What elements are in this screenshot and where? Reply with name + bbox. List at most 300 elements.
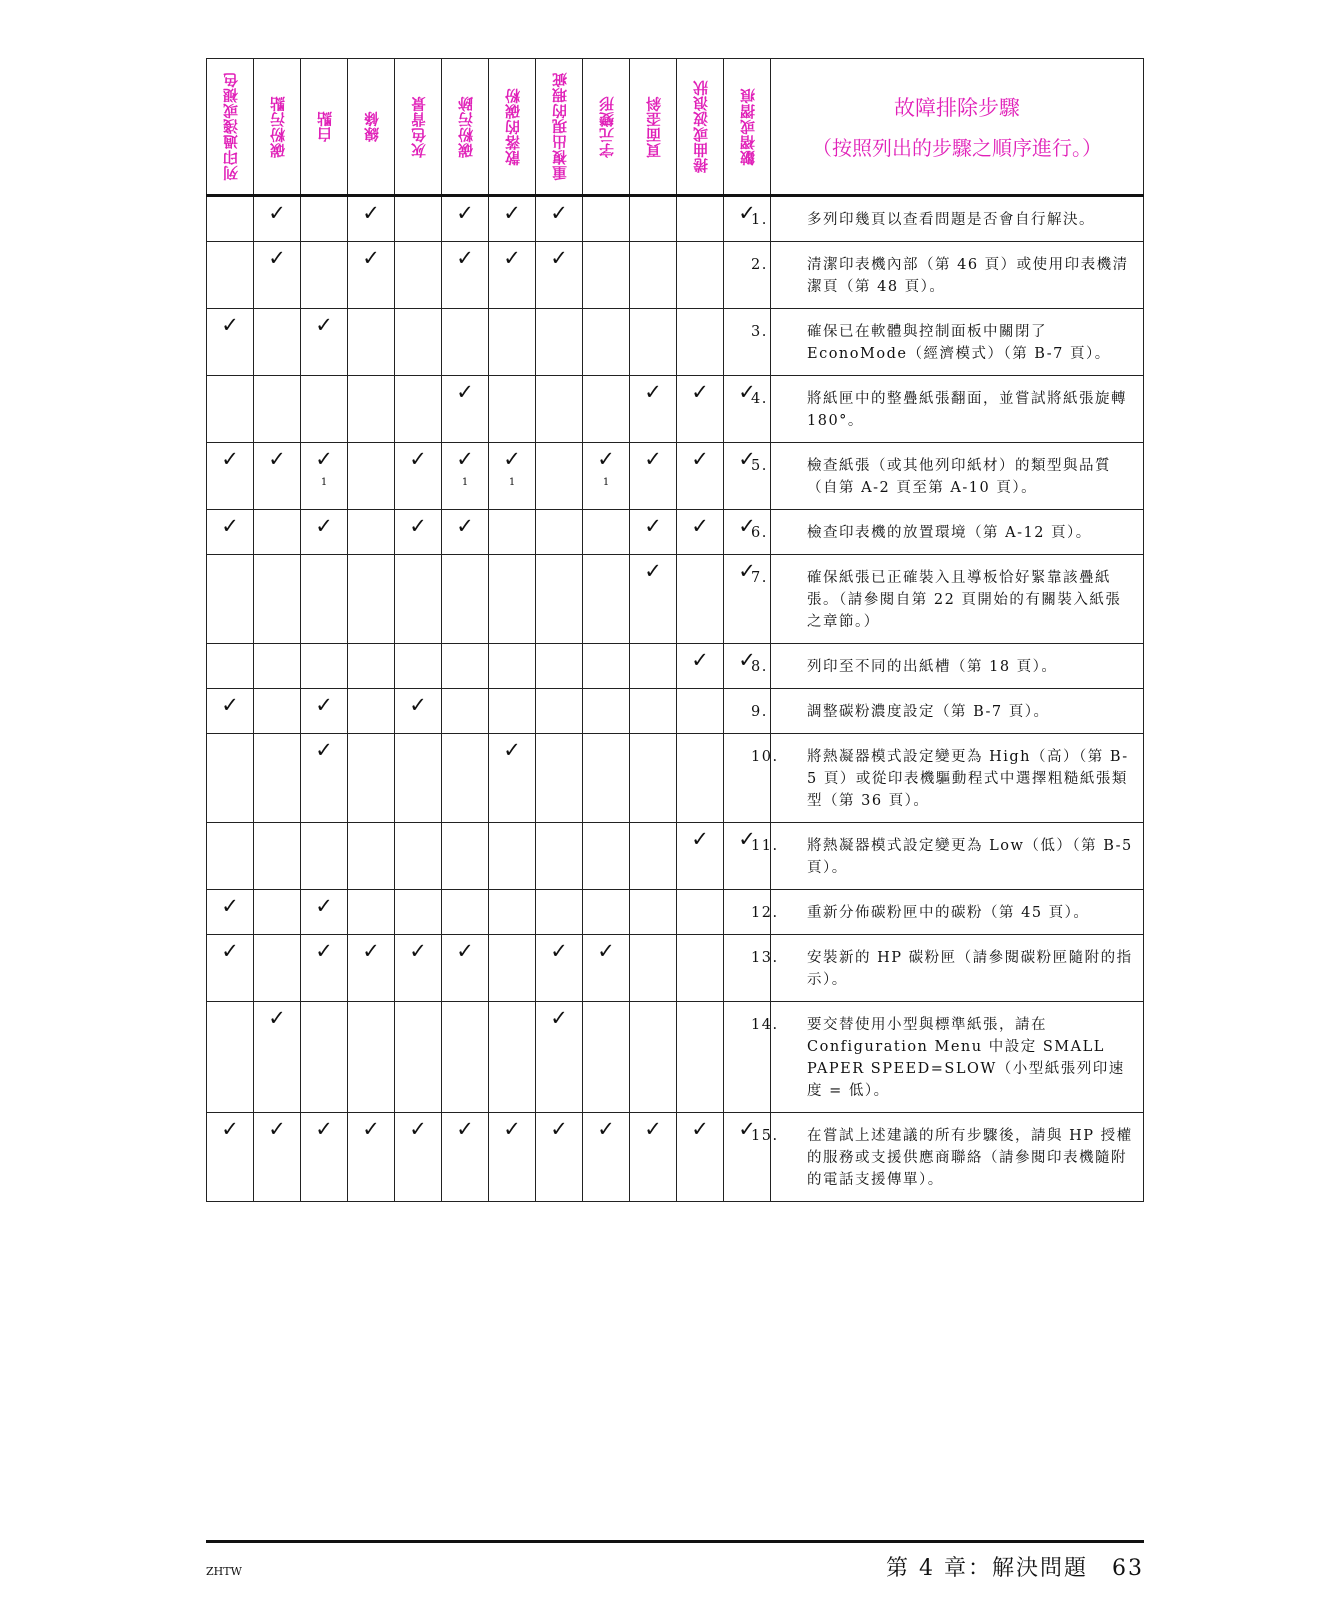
steps-subtitle: （按照列出的步驟之順序進行。） (812, 136, 1102, 160)
column-header (301, 59, 348, 196)
check-cell (583, 734, 630, 823)
check-mark-icon: ✓ (738, 559, 756, 583)
table-row (207, 1113, 1144, 1202)
step-description: 列印至不同的出紙槽（第 18 頁）。 (807, 659, 1058, 675)
check-mark-icon: ✓ (315, 693, 333, 717)
column-header-label: 捲曲或波浪狀 (691, 80, 710, 173)
check-cell (301, 510, 348, 555)
check-cell (489, 734, 536, 823)
check-cell (395, 644, 442, 689)
check-mark-icon: ✓ (550, 201, 568, 225)
check-cell (301, 376, 348, 443)
check-mark-icon: ✓ (691, 380, 709, 404)
check-cell (442, 555, 489, 644)
check-mark-icon: ✓ (738, 827, 756, 851)
check-cell (583, 890, 630, 935)
check-cell (395, 689, 442, 734)
check-cell (207, 443, 254, 510)
check-cell (677, 890, 724, 935)
step-cell (751, 935, 1144, 1002)
step-number: 2. (751, 257, 768, 273)
column-header-label: 列印過淺或褪色 (221, 72, 240, 181)
check-cell (489, 555, 536, 644)
check-cell (348, 689, 395, 734)
check-cell (395, 890, 442, 935)
check-cell (583, 935, 630, 1002)
step-description: 要交替使用小型與標準紙張，請在 Configuration Menu 中設定 SMALL PAPER SPEED=SLOW（小型紙張列印速度 = 低）。 (807, 1017, 1125, 1099)
check-cell (254, 443, 301, 510)
step-description: 將熱凝器模式設定變更為 Low（低）（第 B-5 頁）。 (807, 838, 1133, 876)
check-mark-icon: ✓ (691, 827, 709, 851)
check-cell (677, 309, 724, 376)
check-cell (254, 1113, 301, 1202)
check-mark-icon: ✓ (221, 1117, 239, 1141)
step-cell (751, 734, 1144, 823)
check-cell (254, 309, 301, 376)
check-cell (489, 242, 536, 309)
check-cell (630, 443, 677, 510)
step-cell (751, 644, 1144, 689)
check-mark-icon: ✓ (268, 201, 286, 225)
table-row (207, 510, 1144, 555)
check-cell (395, 443, 442, 510)
step-cell (751, 890, 1144, 935)
check-mark-icon: ✓ (268, 1006, 286, 1030)
check-cell (536, 196, 583, 242)
check-cell (395, 823, 442, 890)
check-mark-icon: ✓ (409, 939, 427, 963)
check-cell (536, 309, 583, 376)
step-number: 11. (751, 838, 779, 854)
column-header-label: 散落的碳粉 (503, 87, 522, 166)
check-cell (395, 376, 442, 443)
column-header (348, 59, 395, 196)
check-cell (254, 1002, 301, 1113)
check-mark-icon: ✓ (221, 313, 239, 337)
check-cell (442, 890, 489, 935)
check-cell (583, 196, 630, 242)
step-description: 調整碳粉濃度設定（第 B-7 頁）。 (807, 704, 1050, 720)
check-cell (583, 510, 630, 555)
check-cell (677, 443, 724, 510)
check-cell (677, 242, 724, 309)
check-mark-icon: ✓ (550, 1006, 568, 1030)
check-cell (489, 443, 536, 510)
check-cell (630, 555, 677, 644)
step-cell (751, 1113, 1144, 1202)
check-mark-icon: ✓ (456, 447, 474, 471)
step-description: 清潔印表機內部（第 46 頁）或使用印表機清潔頁（第 48 頁）。 (807, 257, 1129, 295)
check-cell (677, 555, 724, 644)
check-mark-icon: ✓ (362, 246, 380, 270)
check-cell (630, 689, 677, 734)
footer-chapter-page: 第 4 章：解決問題 63 (886, 1556, 1144, 1581)
column-header-label: 頁面歪斜 (644, 95, 663, 158)
step-number: 15. (751, 1128, 779, 1144)
check-cell (677, 510, 724, 555)
check-cell (207, 734, 254, 823)
check-cell (442, 443, 489, 510)
check-mark-icon: ✓ (738, 447, 756, 471)
check-cell (348, 935, 395, 1002)
check-mark-icon: ✓ (315, 894, 333, 918)
check-cell (348, 890, 395, 935)
check-cell (489, 510, 536, 555)
check-cell (677, 1113, 724, 1202)
check-cell (630, 376, 677, 443)
step-text (751, 835, 1135, 879)
check-cell (677, 1002, 724, 1113)
column-header (536, 59, 583, 196)
check-cell (395, 1002, 442, 1113)
check-cell (348, 510, 395, 555)
check-cell (301, 734, 348, 823)
table-header-row (207, 59, 1144, 196)
check-cell (442, 1002, 489, 1113)
check-cell (583, 309, 630, 376)
step-text (751, 1125, 1135, 1191)
check-mark-icon: ✓ (362, 1117, 380, 1141)
step-cell (751, 510, 1144, 555)
check-mark-icon: ✓ (221, 939, 239, 963)
step-cell (751, 1002, 1144, 1113)
check-cell (677, 644, 724, 689)
footnote-marker: 1 (602, 477, 610, 488)
check-cell (630, 644, 677, 689)
step-cell (751, 823, 1144, 890)
check-cell (395, 555, 442, 644)
step-cell (751, 689, 1144, 734)
check-cell (489, 1002, 536, 1113)
check-cell (348, 823, 395, 890)
check-cell (536, 510, 583, 555)
step-cell (751, 309, 1144, 376)
check-mark-icon: ✓ (691, 648, 709, 672)
check-cell (207, 196, 254, 242)
check-cell (489, 309, 536, 376)
check-cell (583, 1113, 630, 1202)
check-cell (442, 510, 489, 555)
check-cell (583, 242, 630, 309)
step-number: 5. (751, 458, 768, 474)
step-description: 檢查紙張（或其他列印紙材）的類型與品質（自第 A-2 頁至第 A-10 頁）。 (807, 458, 1111, 496)
check-cell (207, 1002, 254, 1113)
check-cell (395, 196, 442, 242)
column-header-label: 皺褶或摺痕 (738, 87, 757, 166)
check-cell (254, 823, 301, 890)
step-description: 在嘗試上述建議的所有步驟後，請與 HP 授權的服務或支援供應商聯絡（請參閱印表機隨附的電話支援傳單）。 (807, 1128, 1133, 1188)
check-cell (348, 443, 395, 510)
check-mark-icon: ✓ (550, 939, 568, 963)
step-number: 6. (751, 525, 768, 541)
check-cell (489, 196, 536, 242)
check-mark-icon: ✓ (268, 246, 286, 270)
check-mark-icon: ✓ (409, 693, 427, 717)
table-row (207, 734, 1144, 823)
check-cell (630, 309, 677, 376)
check-mark-icon: ✓ (409, 1117, 427, 1141)
check-mark-icon: ✓ (738, 1117, 756, 1141)
check-mark-icon: ✓ (644, 514, 662, 538)
column-header (630, 59, 677, 196)
check-mark-icon: ✓ (550, 1117, 568, 1141)
step-text (751, 947, 1135, 991)
check-mark-icon: ✓ (456, 201, 474, 225)
table-row (207, 644, 1144, 689)
check-cell (442, 644, 489, 689)
check-cell (442, 935, 489, 1002)
check-mark-icon: ✓ (738, 201, 756, 225)
check-mark-icon: ✓ (597, 447, 615, 471)
column-header-label: 白點 (315, 111, 334, 142)
column-header (489, 59, 536, 196)
check-cell (442, 376, 489, 443)
step-cell (751, 376, 1144, 443)
step-description: 檢查印表機的放置環境（第 A-12 頁）。 (807, 525, 1092, 541)
check-mark-icon: ✓ (456, 939, 474, 963)
table-row (207, 309, 1144, 376)
check-cell (442, 689, 489, 734)
check-cell (254, 689, 301, 734)
check-mark-icon: ✓ (315, 939, 333, 963)
check-cell (630, 823, 677, 890)
step-text (751, 455, 1135, 499)
check-cell (348, 555, 395, 644)
check-cell (442, 196, 489, 242)
check-cell (677, 689, 724, 734)
check-cell (254, 935, 301, 1002)
check-cell (583, 1002, 630, 1113)
step-text (751, 567, 1135, 633)
check-cell (301, 935, 348, 1002)
column-header-label: 重複出現的瑕疵 (550, 72, 569, 181)
check-mark-icon: ✓ (315, 738, 333, 762)
footer-language-code: ZHTW (206, 1565, 242, 1578)
check-mark-icon: ✓ (644, 447, 662, 471)
check-cell (348, 1002, 395, 1113)
check-cell (677, 823, 724, 890)
column-header-label: 線條 (362, 111, 381, 142)
column-header-label: 碳粉污跡 (456, 95, 475, 158)
check-mark-icon: ✓ (456, 1117, 474, 1141)
check-mark-icon: ✓ (409, 514, 427, 538)
check-cell (677, 935, 724, 1002)
check-mark-icon: ✓ (738, 380, 756, 404)
check-cell (630, 890, 677, 935)
check-mark-icon: ✓ (409, 447, 427, 471)
step-text (751, 388, 1135, 432)
check-mark-icon: ✓ (221, 447, 239, 471)
check-mark-icon: ✓ (691, 447, 709, 471)
check-cell (254, 196, 301, 242)
check-cell (583, 644, 630, 689)
check-cell (536, 644, 583, 689)
check-cell (207, 823, 254, 890)
check-mark-icon: ✓ (362, 939, 380, 963)
check-mark-icon: ✓ (597, 1117, 615, 1141)
check-mark-icon: ✓ (503, 1117, 521, 1141)
check-cell (348, 196, 395, 242)
troubleshooting-table (206, 58, 1144, 1202)
check-mark-icon: ✓ (456, 246, 474, 270)
check-cell (442, 242, 489, 309)
check-mark-icon: ✓ (691, 514, 709, 538)
step-description: 多列印幾頁以查看問題是否會自行解決。 (807, 212, 1095, 228)
check-cell (583, 376, 630, 443)
step-number: 10. (751, 749, 779, 765)
check-cell (489, 823, 536, 890)
check-cell (630, 510, 677, 555)
table-row (207, 1002, 1144, 1113)
check-cell (348, 242, 395, 309)
check-cell (301, 555, 348, 644)
check-cell (583, 823, 630, 890)
check-mark-icon: ✓ (691, 1117, 709, 1141)
check-cell (442, 734, 489, 823)
step-description: 安裝新的 HP 碳粉匣（請參閱碳粉匣隨附的指示）。 (807, 950, 1133, 988)
step-text (751, 321, 1135, 365)
step-number: 14. (751, 1017, 779, 1033)
steps-title: 故障排除步驟 (894, 96, 1020, 120)
check-cell (254, 890, 301, 935)
step-number: 7. (751, 570, 768, 586)
check-cell (301, 1002, 348, 1113)
check-cell (395, 309, 442, 376)
check-cell (536, 689, 583, 734)
check-cell (301, 890, 348, 935)
check-cell (207, 309, 254, 376)
table-row (207, 890, 1144, 935)
step-text (751, 254, 1135, 298)
check-cell (207, 1113, 254, 1202)
check-cell (207, 935, 254, 1002)
step-number: 3. (751, 324, 768, 340)
check-mark-icon: ✓ (315, 1117, 333, 1141)
check-cell (207, 644, 254, 689)
step-text (751, 746, 1135, 812)
column-header-label: 碳粉污點 (268, 95, 287, 158)
check-mark-icon: ✓ (644, 1117, 662, 1141)
check-mark-icon: ✓ (550, 246, 568, 270)
check-cell (301, 823, 348, 890)
step-number: 4. (751, 391, 768, 407)
check-cell (536, 734, 583, 823)
check-mark-icon: ✓ (221, 693, 239, 717)
check-cell (630, 935, 677, 1002)
check-cell (536, 1002, 583, 1113)
step-cell (751, 196, 1144, 242)
check-mark-icon: ✓ (456, 380, 474, 404)
step-description: 將熱凝器模式設定變更為 High（高）（第 B-5 頁）或從印表機驅動程式中選擇粗糙紙張類型（第 36 頁）。 (807, 749, 1129, 809)
footnote-marker: 1 (461, 477, 469, 488)
check-cell (207, 510, 254, 555)
check-mark-icon: ✓ (315, 514, 333, 538)
check-cell (207, 555, 254, 644)
check-cell (348, 1113, 395, 1202)
step-text (751, 1014, 1135, 1102)
check-cell (348, 309, 395, 376)
check-cell (489, 644, 536, 689)
check-mark-icon: ✓ (738, 648, 756, 672)
check-cell (630, 1002, 677, 1113)
check-mark-icon: ✓ (456, 514, 474, 538)
check-cell (536, 443, 583, 510)
check-cell (301, 196, 348, 242)
step-description: 將紙匣中的整疊紙張翻面，並嘗試將紙張旋轉 180°。 (807, 391, 1127, 429)
column-header (583, 59, 630, 196)
table-row (207, 823, 1144, 890)
check-cell (583, 689, 630, 734)
check-cell (536, 555, 583, 644)
table-row (207, 935, 1144, 1002)
check-cell (254, 510, 301, 555)
check-cell (348, 376, 395, 443)
check-mark-icon: ✓ (597, 939, 615, 963)
check-cell (254, 376, 301, 443)
column-header-label: 字元變形 (597, 95, 616, 158)
check-cell (630, 734, 677, 823)
check-cell (536, 823, 583, 890)
check-cell (301, 644, 348, 689)
steps-header (771, 59, 1144, 196)
check-cell (395, 510, 442, 555)
step-text (751, 701, 1135, 723)
check-cell (442, 823, 489, 890)
step-cell (751, 555, 1144, 644)
step-number: 13. (751, 950, 779, 966)
column-header (724, 59, 771, 196)
table-body (207, 196, 1144, 1202)
check-mark-icon: ✓ (738, 514, 756, 538)
step-text (751, 902, 1135, 924)
step-text (751, 522, 1135, 544)
check-cell (442, 309, 489, 376)
check-mark-icon: ✓ (315, 447, 333, 471)
table-row (207, 196, 1144, 242)
table-row (207, 242, 1144, 309)
column-header (395, 59, 442, 196)
check-cell (301, 443, 348, 510)
check-cell (254, 734, 301, 823)
check-cell (677, 376, 724, 443)
check-cell (536, 242, 583, 309)
check-mark-icon: ✓ (503, 447, 521, 471)
check-cell (536, 890, 583, 935)
check-cell (630, 1113, 677, 1202)
check-cell (583, 555, 630, 644)
check-cell (489, 935, 536, 1002)
check-cell (536, 1113, 583, 1202)
check-cell (207, 689, 254, 734)
check-mark-icon: ✓ (315, 313, 333, 337)
footer-rule (206, 1540, 1144, 1543)
check-mark-icon: ✓ (644, 380, 662, 404)
step-number: 8. (751, 659, 768, 675)
check-mark-icon: ✓ (268, 447, 286, 471)
check-mark-icon: ✓ (503, 246, 521, 270)
check-mark-icon: ✓ (362, 201, 380, 225)
check-cell (207, 376, 254, 443)
check-cell (677, 734, 724, 823)
check-cell (348, 644, 395, 689)
table-row (207, 689, 1144, 734)
check-mark-icon: ✓ (503, 201, 521, 225)
check-mark-icon: ✓ (221, 894, 239, 918)
check-cell (301, 242, 348, 309)
check-cell (254, 644, 301, 689)
step-description: 確保紙張已正確裝入且導板恰好緊靠該疊紙張。（請參閱自第 22 頁開始的有關裝入紙張之章節。） (807, 570, 1122, 630)
check-cell (254, 242, 301, 309)
